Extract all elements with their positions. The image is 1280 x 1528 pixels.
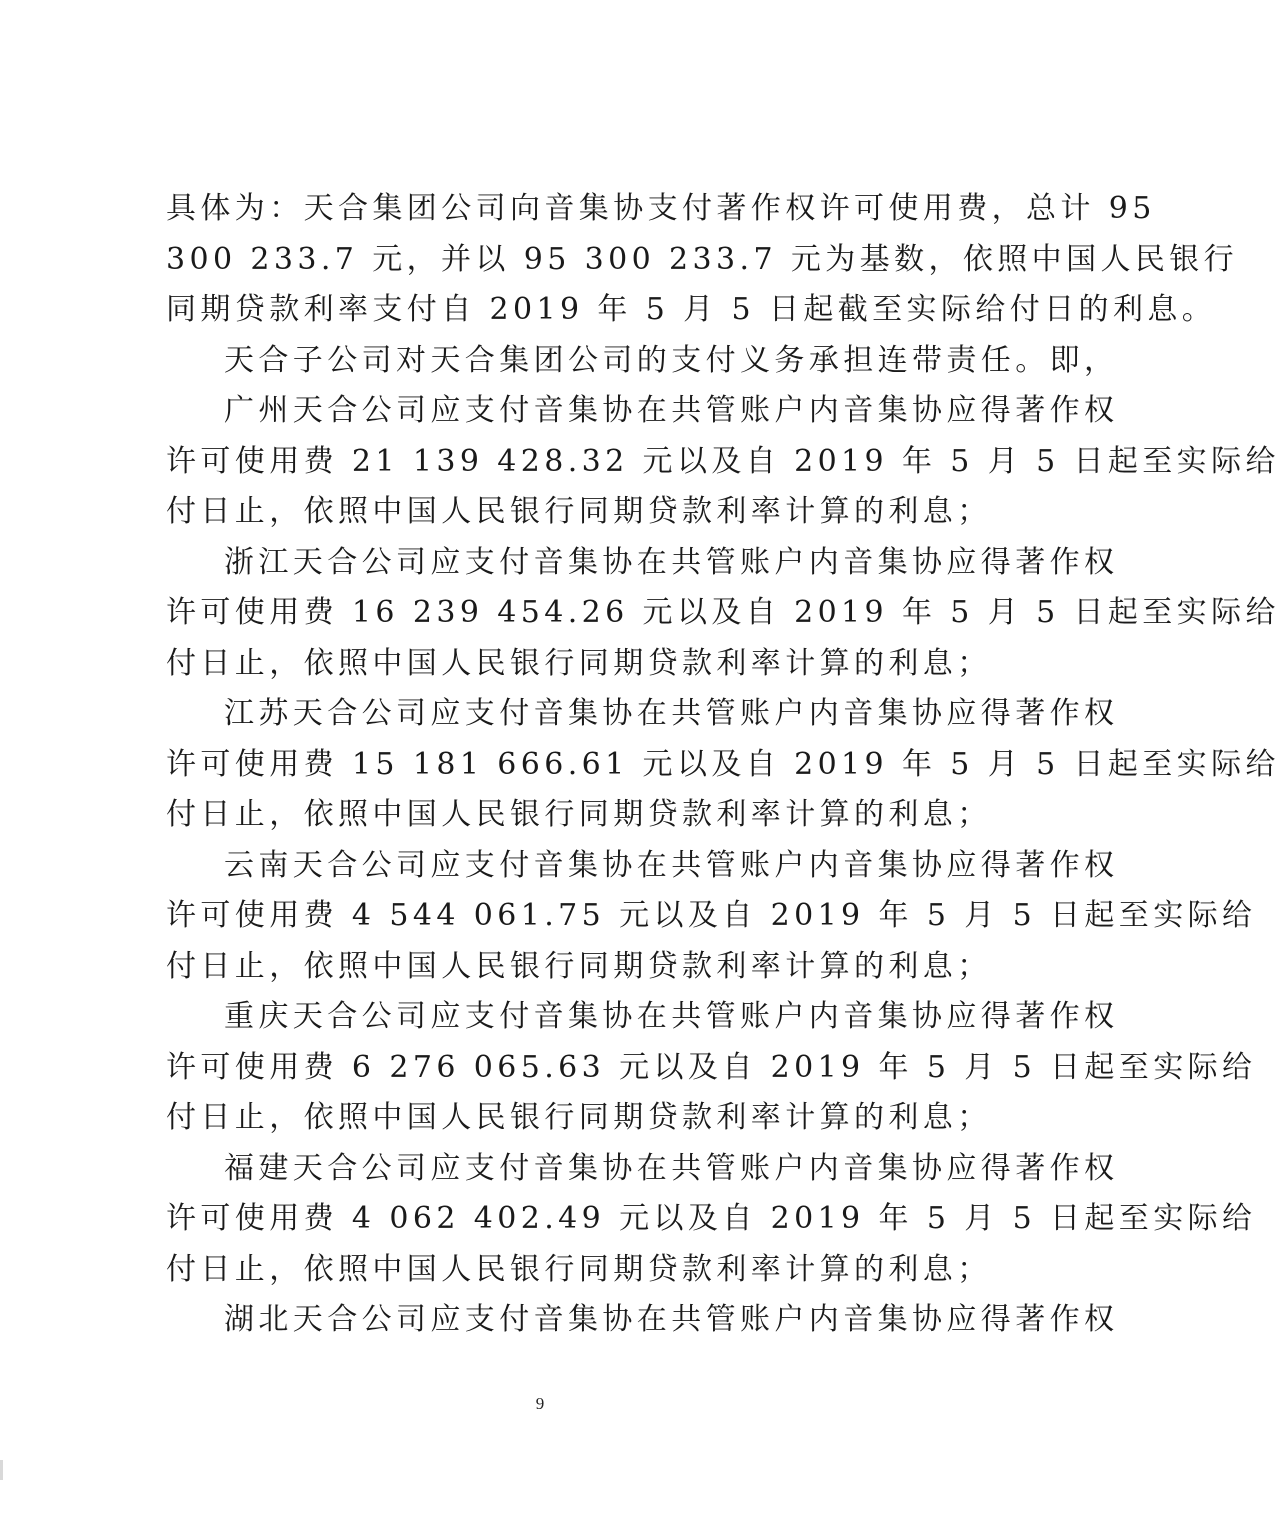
text-line: 天合子公司对天合集团公司的支付义务承担连带责任。即， [224,342,1119,378]
text-line: 许可使用费 4 062 402.49 元以及自 2019 年 5 月 5 日起至实际给 [166,1201,1257,1236]
text-line: 重庆天合公司应支付音集协在共管账户内音集协应得著作权 [224,999,1119,1034]
text-line: 付日止，依照中国人民银行同期贷款利率计算的利息； [166,1251,992,1287]
text-line: 广州天合公司应支付音集协在共管账户内音集协应得著作权 [224,393,1119,428]
text-line: 付日止，依照中国人民银行同期贷款利率计算的利息； [166,1100,992,1135]
text-line: 付日止，依照中国人民银行同期贷款利率计算的利息； [166,948,992,984]
text-line: 浙江天合公司应支付音集协在共管账户内音集协应得著作权 [224,544,1119,580]
text-line: 许可使用费 6 276 065.63 元以及自 2019 年 5 月 5 日起至实际给 [166,1049,1257,1085]
text-line: 许可使用费 21 139 428.32 元以及自 2019 年 5 月 5 日起至实际给 [166,443,1280,479]
text-line: 江苏天合公司应支付音集协在共管账户内音集协应得著作权 [224,696,1119,731]
text-line: 300 233.7 元，并以 95 300 233.7 元为基数，依照中国人民银行 [166,241,1239,277]
text-line: 付日止，依照中国人民银行同期贷款利率计算的利息； [166,797,992,832]
text-line: 付日止，依照中国人民银行同期贷款利率计算的利息； [166,494,992,529]
text-line: 云南天合公司应支付音集协在共管账户内音集协应得著作权 [224,847,1119,883]
text-line: 福建天合公司应支付音集协在共管账户内音集协应得著作权 [224,1150,1119,1186]
text-line: 许可使用费 15 181 666.61 元以及自 2019 年 5 月 5 日起至实际给 [166,746,1280,782]
text-line: 许可使用费 16 239 454.26 元以及自 2019 年 5 月 5 日起至实际给 [166,595,1280,630]
text-line: 许可使用费 4 544 061.75 元以及自 2019 年 5 月 5 日起至实际给 [166,898,1257,933]
text-line: 具体为：天合集团公司向音集协支付著作权许可使用费，总计 95 [166,191,1156,226]
document-body [166,184,1280,1346]
text-line: 同期贷款利率支付自 2019 年 5 月 5 日起截至实际给付日的利息。 [166,292,1217,327]
text-line: 湖北天合公司应支付音集协在共管账户内音集协应得著作权 [224,1302,1119,1337]
text-line: 付日止，依照中国人民银行同期贷款利率计算的利息； [166,645,992,681]
page-number: 9 [535,1394,545,1413]
scan-edge-mark [0,1460,3,1480]
